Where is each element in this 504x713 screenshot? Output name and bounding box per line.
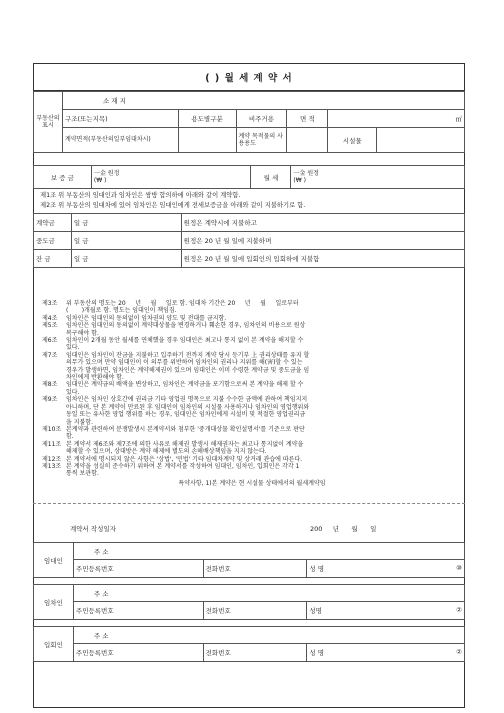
article-item [42,463,462,478]
party-address: 주 소 [73,543,464,560]
payment-desc: 원정은 20 년 월 일에 입회인의 입회하에 지불함 [181,250,464,268]
article-text: 본 계약서 제6조와 제7조에 의한 사유로 해제권 발생시 해제권자는 최고나 통지없이 계약을 해제할 수 있으며, 상대방은 계약 해제에 별도의 손해배상책임을 지지 않는다. [66,440,304,456]
payment-desc: 원정은 계약시에 지불하고 [181,214,464,232]
party-name: 성 명 [309,649,324,657]
payment-table [33,213,465,268]
article-item [42,396,462,426]
deposit-amount-line2: (₩ ) [93,177,107,184]
article-number: 제6조 [42,337,58,345]
party-phone: 전화번호 [203,560,307,578]
payment-amount: 일 금 [71,232,181,250]
article-text: 본 계약서에 명시되지 않은 사항은 '상법', '민법' 기타 임대차계약 및 상거래 관습에 따른다. [66,455,303,463]
article-item [42,456,462,463]
party-id: 주민등록번호 [73,602,203,620]
article-number: 제4조 [42,314,58,322]
party-role: 임대인 [34,543,74,578]
party-name-cell [307,644,465,662]
article-number: 제13조 [42,462,62,470]
area-unit: ㎡ [328,110,465,128]
payment-label: 중도금 [34,232,72,250]
property-table [33,91,465,153]
article-item [42,381,462,396]
articles-list [42,300,462,487]
party-phone: 전화번호 [203,644,307,662]
date-label: 계약서 작성일자 [70,525,117,533]
seal-icon: ② [456,648,462,656]
article-item [42,322,462,337]
seal-icon: ② [456,606,462,614]
document-title: ( ) 월 세 계 약 서 [33,63,465,91]
article-number: 제11조 [42,440,62,448]
article-item [42,337,462,352]
party-address: 주 소 [73,585,464,602]
contract-area-value [178,128,236,153]
party-role: 입회인 [34,627,74,662]
payment-label: 잔 금 [34,250,72,268]
payment-label: 계약금 [34,214,72,232]
use-type-value: 비주거용 [236,110,287,128]
article-item [42,426,462,441]
area-label: 면 적 [287,110,328,128]
article-number: 제9조 [42,396,58,404]
date-value: 200 년 월 일 [310,525,377,533]
party-address: 주 소 [73,627,464,644]
party-phone: 전화번호 [203,602,307,620]
party-name: 성 명 [309,565,324,573]
rent-label: 월 세 [251,166,291,189]
article-number: 제8조 [42,381,58,389]
party-id: 주민등록번호 [73,560,203,578]
clause-1: 제1조 위 부동산의 임대인과 임차인은 쌍방 합의하에 아래와 같이 계약함. [40,192,241,199]
article-item [42,300,462,315]
article-text: 임대인은 임차인이 잔금을 지불하고 입주하기 전까지 계약 당시 등기부 上 권리상태를 유지 할 의무가 있으며 만약 임대인이 이 의무를 위반하여 임차인의 권리나 지위를 해(害)할 수 있는 경우가 발생하면, 임차인은 계약해제권이 있으며 임대인은 이미 수령한 계약금 및 중도금을 임 차인에게 반환해야 함. [66,351,310,382]
payment-amount: 일 금 [71,250,181,268]
rent-amount-line2: (₩ ) [293,177,306,184]
party-name: 성명 [309,607,322,615]
parties-table [33,542,465,662]
seal-icon: ⑩ [456,564,462,572]
article-number: 제7조 [42,351,58,359]
purpose-value [287,128,328,153]
article-number: 제10조 [42,425,62,433]
payment-desc: 원정은 20 년 월 일에 지불하며 [181,232,464,250]
facility-value [377,128,465,153]
deposit-label: 보 증 금 [34,166,92,189]
purpose-label: 계약 목적물의 사용용도 [236,128,287,153]
rent-amount-line1: 一金 원정 [293,169,319,177]
spacer [34,578,465,585]
party-name-cell [307,602,465,620]
rent-amount [291,166,465,189]
deposit-table [33,165,465,189]
article-number: 제3조 [42,300,58,307]
contract-area-label: 계약면적(부동산의일부임대차시) [62,128,178,153]
article-text: 임차인은 임차인 상호간에 권리금 기타 영업권 명목으로 지불 수수한 금액에 관하여 책임지지 아니하며, 단 본 계약이 만료된 후 임대인이 임차인의 시설물 사용하거나 임차인의 영업행위와 동일 또는 유사한 영업 행위를 하는 경우, 임대인은 임차인에게 시설비 및 적절한 영업권리금 을 지불함. [66,396,310,426]
article-text: 위 부동산의 명도는 20 년 월 일로 함. 임대차 기간은 20 년 월 일로부터 ( )개월로 함. 명도는 임대인이 책임짐. [66,300,299,315]
article-text: 임차인은 임대인의 동의없이 임차권의 양도 및 전대를 금지함. [66,314,227,322]
party-role: 임차인 [34,585,74,620]
article-text: 임대인은 계약금의 배액을 변상하고, 임차인은 계약금을 포기함으로써 본 계약을 해제 할 수 있다. [66,381,304,396]
article-number: 제5조 [42,322,58,330]
article-item [42,441,462,456]
article-item [42,352,462,382]
property-group-label: 부동산의 표시 [34,92,63,153]
deposit-amount-line1: 一金 원정 [93,169,120,177]
party-id: 주민등록번호 [73,644,203,662]
clause-2: 제2조 위 부동산의 임대차에 있어 임차인은 임대인에게 전세보증금을 아래와 같이 지불하기로 함. [40,202,306,209]
article-text: 임차인이 2개월 동안 월세를 연체했을 경우 임대인은 최고나 통지 없이 본 계약을 해지할 수 있다. [66,337,304,352]
payment-amount: 일 금 [71,214,181,232]
facility-label: 시설물 [328,128,377,153]
special-terms: 특약사항, 1)본 계약은 현 시설물 상태에서의 월세계약임 [178,479,326,487]
article-text: 임차인은 임대인의 동의없이 계약대상물을 변경하거나 훼손한 경우, 임차인의 비용으로 원상 복구해야 함. [66,322,306,337]
spacer [34,620,465,627]
party-name-cell [307,560,465,578]
article-text: 본 계약을 성실히 준수하기 위하여 본 계약서를 작성하여 임대인, 임차인, 입회인은 각각 1 통씩 보관함. [66,462,300,478]
divider [33,503,465,504]
structure-label: 구조(또는지목) [62,110,178,128]
deposit-amount [91,166,251,189]
address-label: 소 재 지 [62,92,464,110]
article-text: 본계약과 관련하여 분쟁발생시 본계약서와 첨부한 '중개대상물 확인설명서'를 기준으로 판단 함. [66,425,305,441]
article-number: 제12조 [42,455,62,463]
use-type-label: 용도별구분 [178,110,236,128]
